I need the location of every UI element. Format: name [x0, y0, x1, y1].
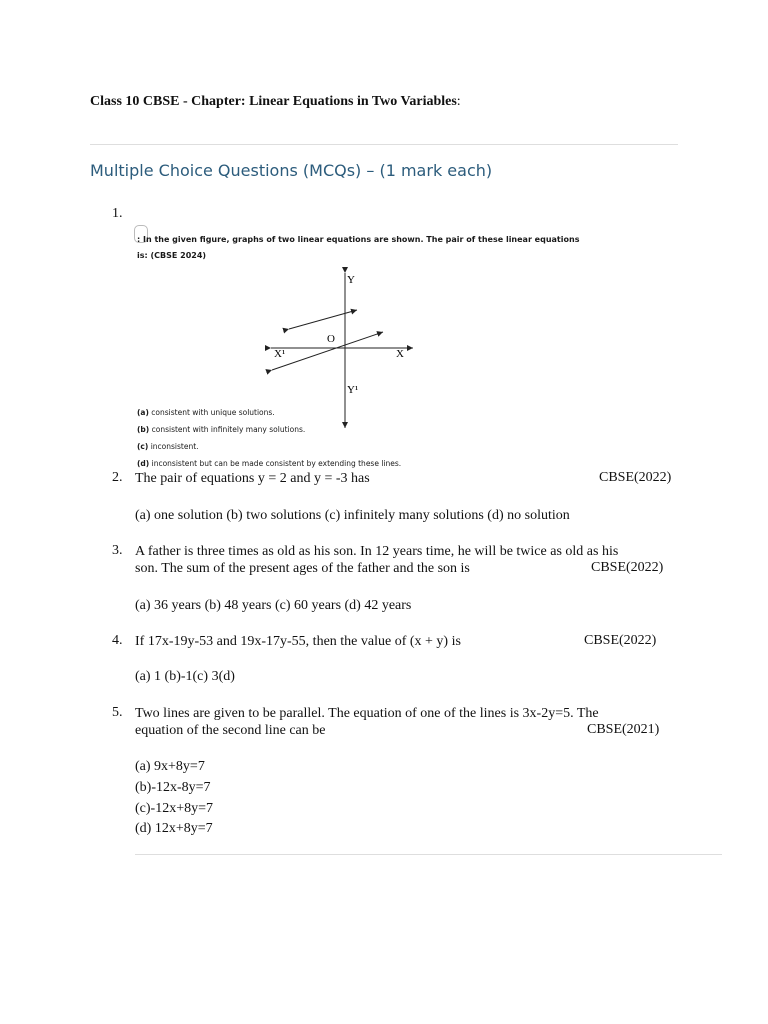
- title-colon: :: [456, 94, 461, 109]
- question-1-figure: [133, 223, 580, 469]
- document-title: Class 10 CBSE - Chapter: Linear Equations in Two Variables:: [90, 94, 461, 109]
- question-2-source: CBSE(2022): [599, 470, 672, 485]
- question-1-number: 1.: [112, 206, 123, 221]
- section-heading: Multiple Choice Questions (MCQs) – (1 mark each): [90, 161, 493, 180]
- question-5-source: CBSE(2021): [587, 722, 660, 737]
- divider-bottom: [135, 854, 722, 855]
- origin-label: O: [327, 333, 335, 345]
- question-2-number: 2.: [112, 470, 123, 485]
- question-5-number: 5.: [112, 705, 123, 720]
- question-3-number: 3.: [112, 543, 123, 558]
- figure-option-a: (a) consistent with unique solutions.: [137, 408, 275, 417]
- figure-option-b: (b) consistent with infinitely many solutions.: [137, 425, 306, 434]
- question-2-text: The pair of equations y = 2 and y = -3 has: [135, 471, 370, 486]
- figure-question-line-2: is: (CBSE 2024): [137, 251, 207, 260]
- question-3-source: CBSE(2022): [591, 560, 664, 575]
- figure-question-line-1: : In the given figure, graphs of two linear equations are shown. The pair of these linear equations: [137, 235, 580, 244]
- y-axis-label: Y: [347, 274, 355, 286]
- divider-top: [90, 144, 678, 145]
- figure-option-d: (d) inconsistent but can be made consistent by extending these lines.: [137, 459, 402, 468]
- x-neg-axis-label: X¹: [274, 348, 286, 360]
- question-3-options: (a) 36 years (b) 48 years (c) 60 years (d) 42 years: [135, 598, 412, 613]
- question-4-options: (a) 1 (b)-1(c) 3(d): [135, 669, 235, 684]
- y-neg-axis-label: Y¹: [347, 384, 359, 396]
- question-5-option-d: (d) 12x+8y=7: [135, 821, 213, 836]
- figure-option-c: (c) inconsistent.: [137, 442, 199, 451]
- question-4-number: 4.: [112, 633, 123, 648]
- question-5-text-line-1: Two lines are given to be parallel. The equation of one of the lines is 3x-2y=5. The: [135, 706, 599, 721]
- question-2-options: (a) one solution (b) two solutions (c) infinitely many solutions (d) no solution: [135, 508, 570, 523]
- question-4-source: CBSE(2022): [584, 633, 657, 648]
- question-3-text-line-2: son. The sum of the present ages of the father and the son is: [135, 561, 470, 576]
- question-5-option-b: (b)-12x-8y=7: [135, 780, 211, 795]
- line-1: [289, 310, 357, 329]
- question-3-text-line-1: A father is three times as old as his son. In 12 years time, he will be twice as old as his: [135, 544, 619, 559]
- question-5-option-a: (a) 9x+8y=7: [135, 759, 205, 774]
- x-axis-label: X: [396, 348, 404, 360]
- question-5-option-c: (c)-12x+8y=7: [135, 801, 213, 816]
- question-5-text-line-2: equation of the second line can be: [135, 723, 326, 738]
- question-4-text: If 17x-19y-53 and 19x-17y-55, then the value of (x + y) is: [135, 634, 461, 649]
